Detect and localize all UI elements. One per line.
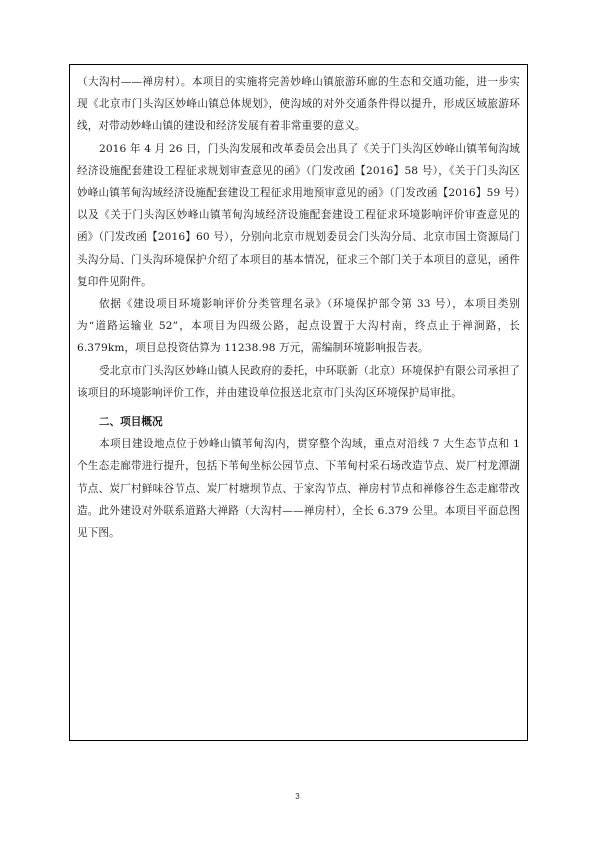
content-frame (69, 64, 528, 741)
paragraph-commission: 受北京市门头沟区妙峰山镇人民政府的委托，中环联新（北京）环境保护有限公司承担了该项目的环境影响评价工作，并由建设单位报送北京市门头沟区环境保护局审批。 (77, 364, 520, 399)
paragraph-approval-letters: 2016 年 4 月 26 日，门头沟发展和改革委员会出具了《关于门头沟区妙峰山镇苇甸沟域经济设施配套建设工程征求规划审查意见的函》（门发改函【2016】58 号），《关于门头沟区妙峰山镇苇甸沟域经济设施配套建设工程征求用地预审意见的函》（门发改函【2016】59 号）以及《关于门头沟区妙峰山镇苇甸沟域经济设施配套建设工程征求环境影响评价审查意见的函》（门发改函【2016】60 号），分别向北京市规划委员会门头沟分局、北京市国土资源局门头沟分局、门头沟环境保护介绍了本项目的基本情况，征求三个部门关于本项目的意见，函件复印件见附件。 (77, 142, 520, 288)
paragraph-classification: 依据《建设项目环境影响评价分类管理名录》（环境保护部令第 33 号），本项目类别为“道路运输业 52”，本项目为四级公路，起点设置于大沟村南，终点止于禅涧路，长 6.379km，项目总投资估算为 11238.98 万元，需编制环境影响报告表。 (77, 298, 520, 355)
paragraph-project-significance: （大沟村——禅房村）。本项目的实施将完善妙峰山镇旅游环廊的生态和交通功能，进一步实现《北京市门头沟区妙峰山镇总体规划》，使沟域的对外交通条件得以提升，形成区域旅游环线，对带动妙峰山镇的建设和经济发展有着非常重要的意义。 (77, 76, 520, 133)
section-heading-project-overview: 二、项目概况 (99, 416, 163, 429)
page-number: 3 (295, 792, 300, 801)
paragraph-project-overview: 本项目建设地点位于妙峰山镇苇甸沟内，贯穿整个沟域，重点对沿线 7 大生态节点和 1 个生态走廊带进行提升，包括下苇甸坐标公园节点、下苇甸村采石场改造节点、炭厂村龙潭湖节点、炭厂村鲜味谷节点、炭厂村塘坝节点、于家沟节点、禅房村节点和禅修谷生态走廊带改造。此外建设对外联系道路大禅路（大沟村——禅房村），全长 6.379 公里。本项目平面总图见下图。 (77, 438, 520, 540)
